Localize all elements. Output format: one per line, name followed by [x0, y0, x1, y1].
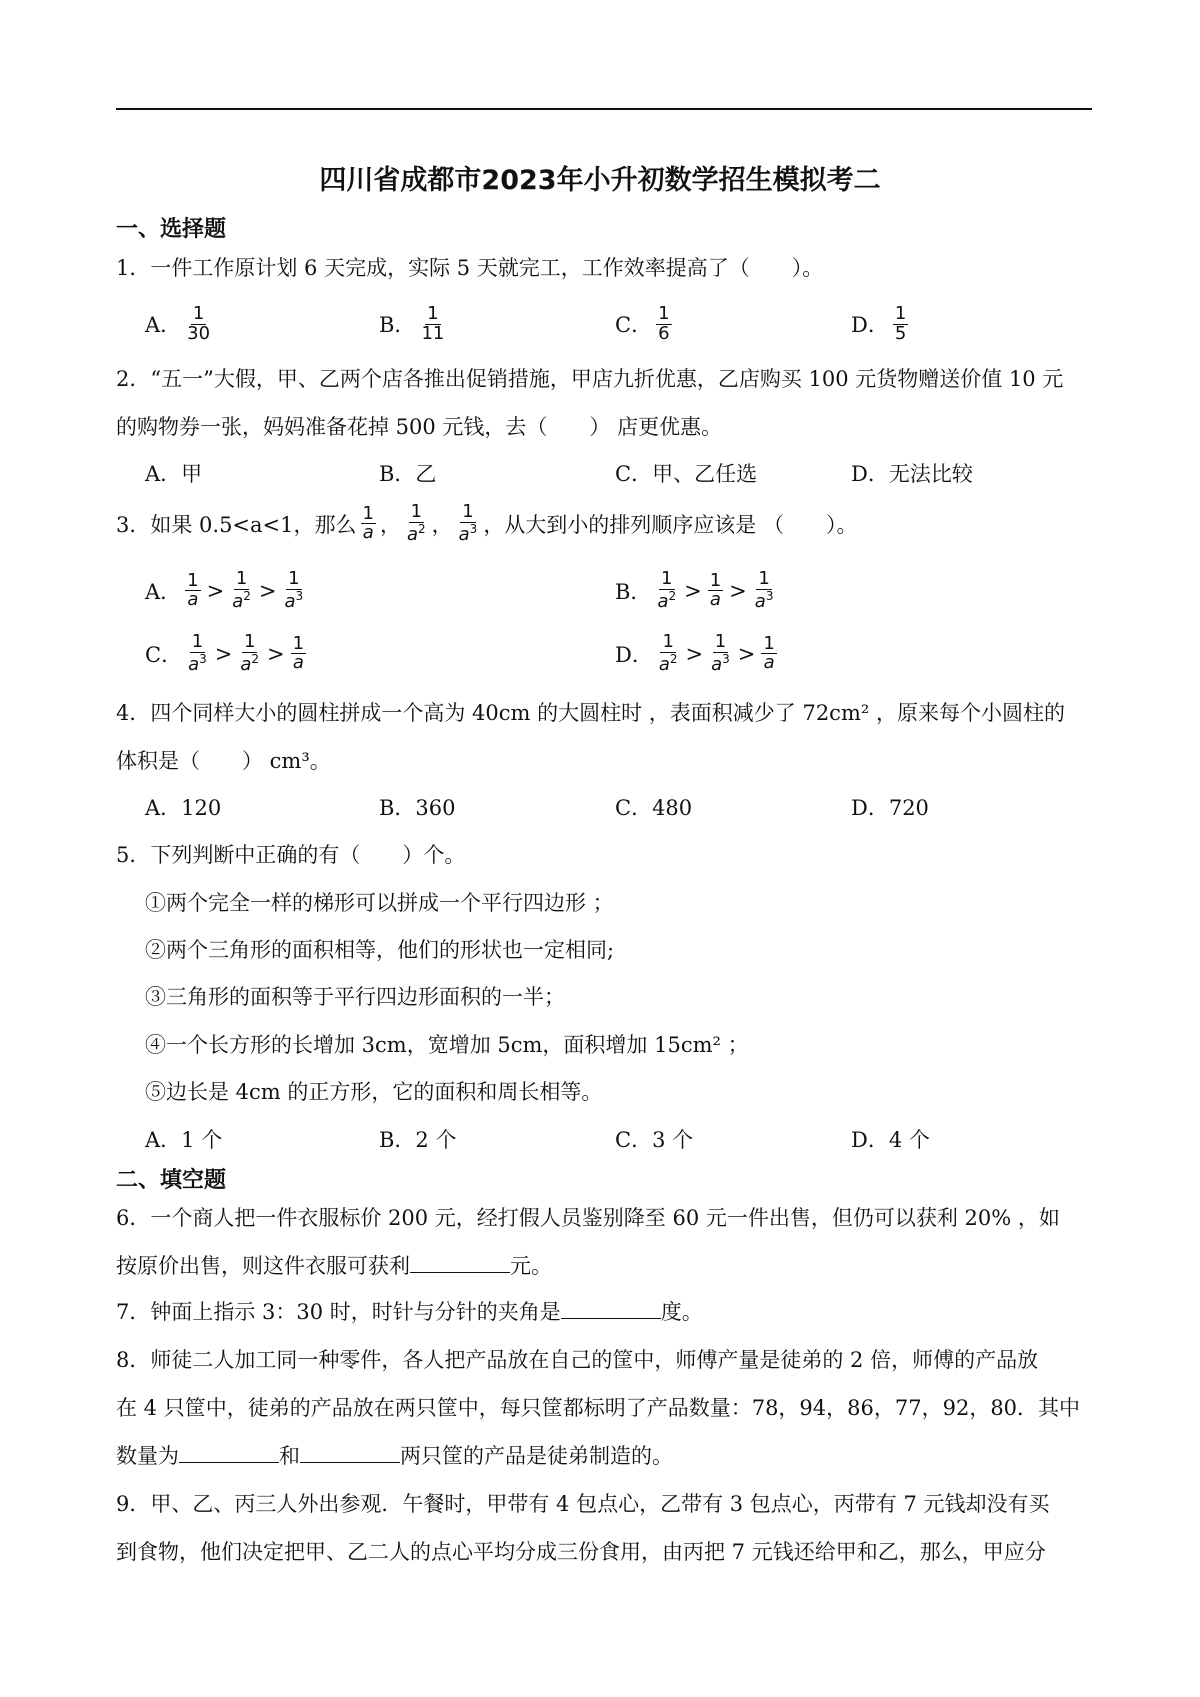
q4-option-c: C．480	[615, 796, 693, 820]
question-6-line-2: 按原价出售，则这件衣服可获利 元。	[116, 1254, 552, 1278]
question-1: 1．一件工作原计划 6 天完成，实际 5 天就完工，工作效率提高了（ ）。	[116, 256, 824, 280]
q2-option-b: B．乙	[379, 462, 437, 486]
q2-option-a: A．甲	[145, 462, 203, 486]
q5-item-3: ③三角形的面积等于平行四边形面积的一半；	[145, 985, 565, 1009]
q2-option-c: C．甲、乙任选	[615, 462, 758, 486]
q3-option-b: B． $\frac{1}{a^2}$ > $\frac{1}{a}$ > $\frac{1}{a^3}$	[615, 568, 774, 612]
q5-item-5: ⑤边长是 4cm 的正方形，它的面积和周长相等。	[145, 1080, 603, 1104]
q1-option-a: A． $\frac{1}{30}$	[145, 303, 211, 344]
q5-item-4: ④一个长方形的长增加 3cm，宽增加 5cm，面积增加 15cm² ；	[145, 1033, 749, 1057]
q8-answer-blank-1[interactable]	[179, 1442, 279, 1463]
question-9-line-2: 到食物，他们决定把甲、乙二人的点心平均分成三份食用，由丙把 7 元钱还给甲和乙，那么，甲应分	[116, 1540, 1046, 1564]
question-8-line-1: 8．师徒二人加工同一种零件，各人把产品放在自己的筐中，师傅产量是徒弟的 2 倍，师傅的产品放	[116, 1348, 1039, 1372]
q3-option-c: C． $\frac{1}{a^3}$ > $\frac{1}{a^2}$ > $\frac{1}{a}$	[145, 631, 305, 675]
q6-answer-blank[interactable]	[410, 1252, 510, 1273]
question-2-line-1: 2．“五一”大假，甲、乙两个店各推出促销措施，甲店九折优惠，乙店购买 100 元货物赠送价值 10 元	[116, 367, 1064, 391]
question-5: 5．下列判断中正确的有（ ）个。	[116, 843, 466, 867]
q5-item-1: ①两个完全一样的梯形可以拼成一个平行四边形 ；	[145, 891, 614, 915]
question-6-line-1: 6．一个商人把一件衣服标价 200 元，经打假人员鉴别降至 60 元一件出售，但仍可以获利 20% ，如	[116, 1206, 1060, 1230]
question-7: 7．钟面上指示 3：30 时，时针与分针的夹角是 度。	[116, 1300, 703, 1324]
q4-option-d: D．720	[851, 796, 929, 820]
q8-answer-blank-2[interactable]	[300, 1442, 400, 1463]
q1-option-d: D． $\frac{1}{5}$	[851, 303, 907, 344]
q7-answer-blank[interactable]	[561, 1298, 661, 1319]
q5-option-a: A．1 个	[145, 1128, 223, 1152]
q4-option-a: A．120	[145, 796, 222, 820]
q5-option-d: D．4 个	[851, 1128, 930, 1152]
question-2-line-2: 的购物券一张，妈妈准备花掉 500 元钱，去（ ） 店更优惠。	[116, 415, 723, 439]
q5-option-b: B．2 个	[379, 1128, 457, 1152]
question-3: 3．如果 0.5<a<1，那么 $\frac{1}{a}$ ， $\frac{1}{a^2}$ ， $\frac{1}{a^3}$ ，从大到小的排列顺序应该是 （ ）。	[116, 501, 858, 545]
q5-option-c: C．3 个	[615, 1128, 694, 1152]
q3-option-d: D． $\frac{1}{a^2}$ > $\frac{1}{a^3}$ > $\frac{1}{a}$	[615, 631, 775, 675]
header-rule	[116, 108, 1092, 110]
q1-option-b: B． $\frac{1}{11}$	[379, 303, 445, 344]
question-8-line-3: 数量为 和 两只筐的产品是徒弟制造的。	[116, 1444, 673, 1468]
question-4-line-2: 体积是（ ） cm³。	[116, 749, 331, 773]
q3-option-a: A． $\frac{1}{a}$ > $\frac{1}{a^2}$ > $\frac{1}{a^3}$	[145, 568, 304, 612]
question-8-line-2: 在 4 只筐中，徒弟的产品放在两只筐中，每只筐都标明了产品数量：78，94，86，77，92，80．其中	[116, 1396, 1081, 1420]
q2-option-d: D．无法比较	[851, 462, 973, 486]
question-4-line-1: 4．四个同样大小的圆柱拼成一个高为 40cm 的大圆柱时 ，表面积减少了 72cm² ，原来每个小圆柱的	[116, 701, 1065, 725]
question-9-line-1: 9．甲、乙、丙三人外出参观．午餐时，甲带有 4 包点心，乙带有 3 包点心，丙带有 7 元钱却没有买	[116, 1492, 1050, 1516]
section-heading-choice: 一、选择题	[116, 217, 227, 242]
q4-option-b: B．360	[379, 796, 456, 820]
page-title: 四川省成都市2023年小升初数学招生模拟考二	[319, 165, 881, 196]
section-heading-fill: 二、填空题	[116, 1168, 227, 1193]
q1-option-c: C． $\frac{1}{6}$	[615, 303, 670, 344]
q5-item-2: ②两个三角形的面积相等，他们的形状也一定相同;	[145, 938, 615, 962]
